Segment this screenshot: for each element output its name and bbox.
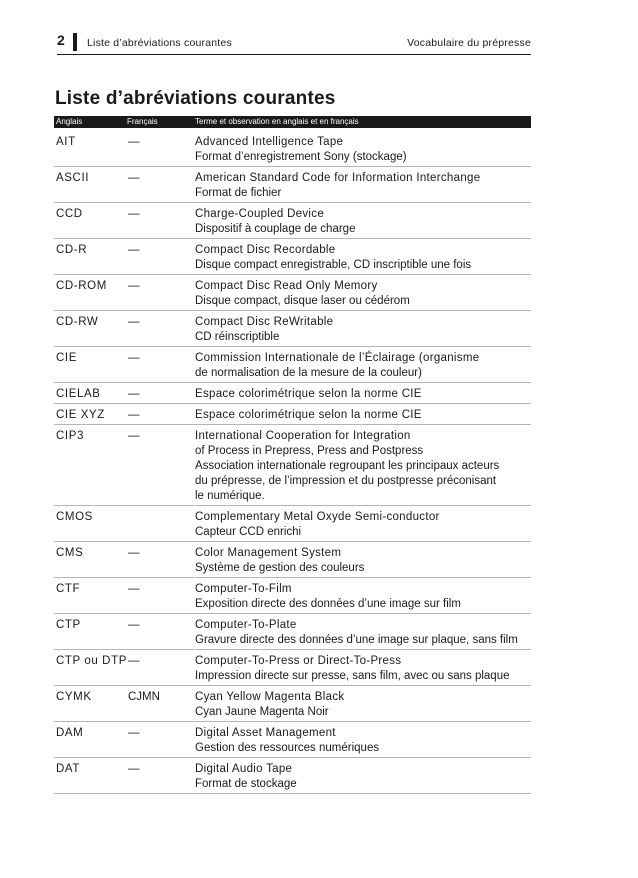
term-observation-line: le numérique. [195, 490, 265, 502]
table-row [54, 425, 531, 506]
table-row [54, 239, 531, 275]
term-english: Charge-Coupled Device [195, 208, 325, 220]
term-description [195, 726, 531, 756]
abbreviation-english: CTP [56, 619, 81, 631]
term-description [195, 243, 531, 273]
term-observation-line: Format d’enregistrement Sony (stockage) [195, 151, 407, 163]
term-english: Computer-To-Press or Direct-To-Press [195, 655, 402, 667]
term-english: Espace colorimétrique selon la norme CIE [195, 388, 422, 400]
term-observation-line: Cyan Jaune Magenta Noir [195, 706, 329, 718]
page-number: 2 [57, 32, 65, 48]
table-row [54, 311, 531, 347]
term-observation-line: Exposition directe des données d’une image sur film [195, 598, 461, 610]
abbreviation-english: DAM [56, 727, 84, 739]
table-row [54, 275, 531, 311]
abbreviation-french: — [128, 136, 140, 148]
abbreviation-french: — [128, 208, 140, 220]
term-observation-line: CD réinscriptible [195, 331, 280, 343]
header-book-title: Vocabulaire du prépresse [407, 37, 531, 49]
term-description [195, 510, 531, 540]
header-rule [57, 54, 531, 55]
term-english: Espace colorimétrique selon la norme CIE [195, 409, 422, 421]
abbreviation-english: CD-ROM [56, 280, 107, 292]
table-row [54, 404, 531, 425]
term-description [195, 207, 531, 237]
abbreviation-english: CTF [56, 583, 81, 595]
term-english: Compact Disc ReWritable [195, 316, 334, 328]
term-observation-line: Impression directe sur presse, sans film, avec ou sans plaque [195, 670, 510, 682]
abbreviation-french: — [128, 172, 140, 184]
term-description [195, 582, 531, 612]
table-row [54, 167, 531, 203]
abbreviation-english: CIP3 [56, 430, 84, 442]
abbreviation-french: — [128, 280, 140, 292]
term-description [195, 762, 531, 792]
abbreviation-french: — [128, 655, 140, 667]
term-description [195, 546, 531, 576]
table-row [54, 383, 531, 404]
abbreviation-french: — [128, 547, 140, 559]
column-header-terme: Terme et observation en anglais et en français [195, 117, 359, 126]
term-english: International Cooperation for Integration [195, 430, 411, 442]
term-observation-line: Disque compact, disque laser ou cédérom [195, 295, 410, 307]
term-description [195, 408, 531, 423]
term-description [195, 171, 531, 201]
term-english: Compact Disc Read Only Memory [195, 280, 378, 292]
abbreviation-french: — [128, 244, 140, 256]
abbreviation-english: CIE XYZ [56, 409, 105, 421]
table-row [54, 506, 531, 542]
abbreviation-english: CD-RW [56, 316, 99, 328]
abbreviation-english: CMOS [56, 511, 93, 523]
term-observation-line: du prépresse, de l’impression et du postpresse préconisant [195, 475, 497, 487]
term-observation-line: Disque compact enregistrable, CD inscriptible une fois [195, 259, 472, 271]
table-row [54, 203, 531, 239]
abbreviation-english: DAT [56, 763, 80, 775]
abbreviation-english: CCD [56, 208, 83, 220]
header-bar [73, 33, 77, 51]
table-row [54, 758, 531, 794]
term-description [195, 387, 531, 402]
term-observation-line: Système de gestion des couleurs [195, 562, 365, 574]
abbreviation-french: — [128, 763, 140, 775]
term-description [195, 351, 531, 381]
abbreviation-english: CTP ou DTP [56, 655, 127, 667]
term-observation-line: Format de fichier [195, 187, 282, 199]
term-english: Digital Asset Management [195, 727, 336, 739]
page-title: Liste d’abréviations courantes [55, 88, 336, 109]
term-description [195, 429, 531, 504]
term-observation-line: Format de stockage [195, 778, 297, 790]
abbreviation-english: AIT [56, 136, 76, 148]
term-english: Advanced Intelligence Tape [195, 136, 344, 148]
term-english: Computer-To-Film [195, 583, 292, 595]
abbreviation-french: CJMN [128, 691, 160, 703]
table-row [54, 347, 531, 383]
abbreviation-french: — [128, 316, 140, 328]
table-row [54, 578, 531, 614]
abbreviation-french: — [128, 583, 140, 595]
abbreviation-french: — [128, 727, 140, 739]
abbreviation-english: CIELAB [56, 388, 101, 400]
term-english: Color Management System [195, 547, 342, 559]
term-description [195, 654, 531, 684]
term-description [195, 690, 531, 720]
table-row [54, 131, 531, 167]
term-observation-line: de normalisation de la mesure de la couleur) [195, 367, 422, 379]
term-english: Compact Disc Recordable [195, 244, 336, 256]
term-english: American Standard Code for Information Interchange [195, 172, 481, 184]
term-description [195, 279, 531, 309]
term-observation-line: Dispositif à couplage de charge [195, 223, 356, 235]
table-row [54, 686, 531, 722]
table-row [54, 614, 531, 650]
table-row [54, 722, 531, 758]
term-description [195, 315, 531, 345]
term-observation-line: Capteur CCD enrichi [195, 526, 302, 538]
abbreviation-english: CMS [56, 547, 84, 559]
abbreviation-english: CD-R [56, 244, 88, 256]
abbreviation-english: CYMK [56, 691, 92, 703]
term-english: Commission Internationale de l’Éclairage (organisme [195, 352, 480, 364]
term-observation-line: Gestion des ressources numériques [195, 742, 380, 754]
abbreviation-french: — [128, 388, 140, 400]
term-description [195, 618, 531, 648]
term-description [195, 135, 531, 165]
header-section-title: Liste d’abréviations courantes [87, 37, 232, 49]
term-observation-line: Gravure directe des données d’une image sur plaque, sans film [195, 634, 518, 646]
term-observation-line: of Process in Prepress, Press and Postpress [195, 445, 424, 457]
term-observation-line: Association internationale regroupant les principaux acteurs [195, 460, 500, 472]
table-row [54, 650, 531, 686]
term-english: Complementary Metal Oxyde Semi-conductor [195, 511, 440, 523]
abbreviation-french: — [128, 352, 140, 364]
abbreviation-english: CIE [56, 352, 77, 364]
column-header-francais: Français [127, 117, 158, 126]
abbreviation-table [54, 131, 531, 794]
column-header-anglais: Anglais [56, 117, 83, 126]
abbreviation-french: — [128, 430, 140, 442]
abbreviation-french: — [128, 409, 140, 421]
table-row [54, 542, 531, 578]
column-header-bar [54, 116, 531, 128]
term-english: Cyan Yellow Magenta Black [195, 691, 345, 703]
abbreviation-french: — [128, 619, 140, 631]
abbreviation-english: ASCII [56, 172, 90, 184]
term-english: Digital Audio Tape [195, 763, 293, 775]
running-header [57, 33, 531, 55]
term-english: Computer-To-Plate [195, 619, 297, 631]
